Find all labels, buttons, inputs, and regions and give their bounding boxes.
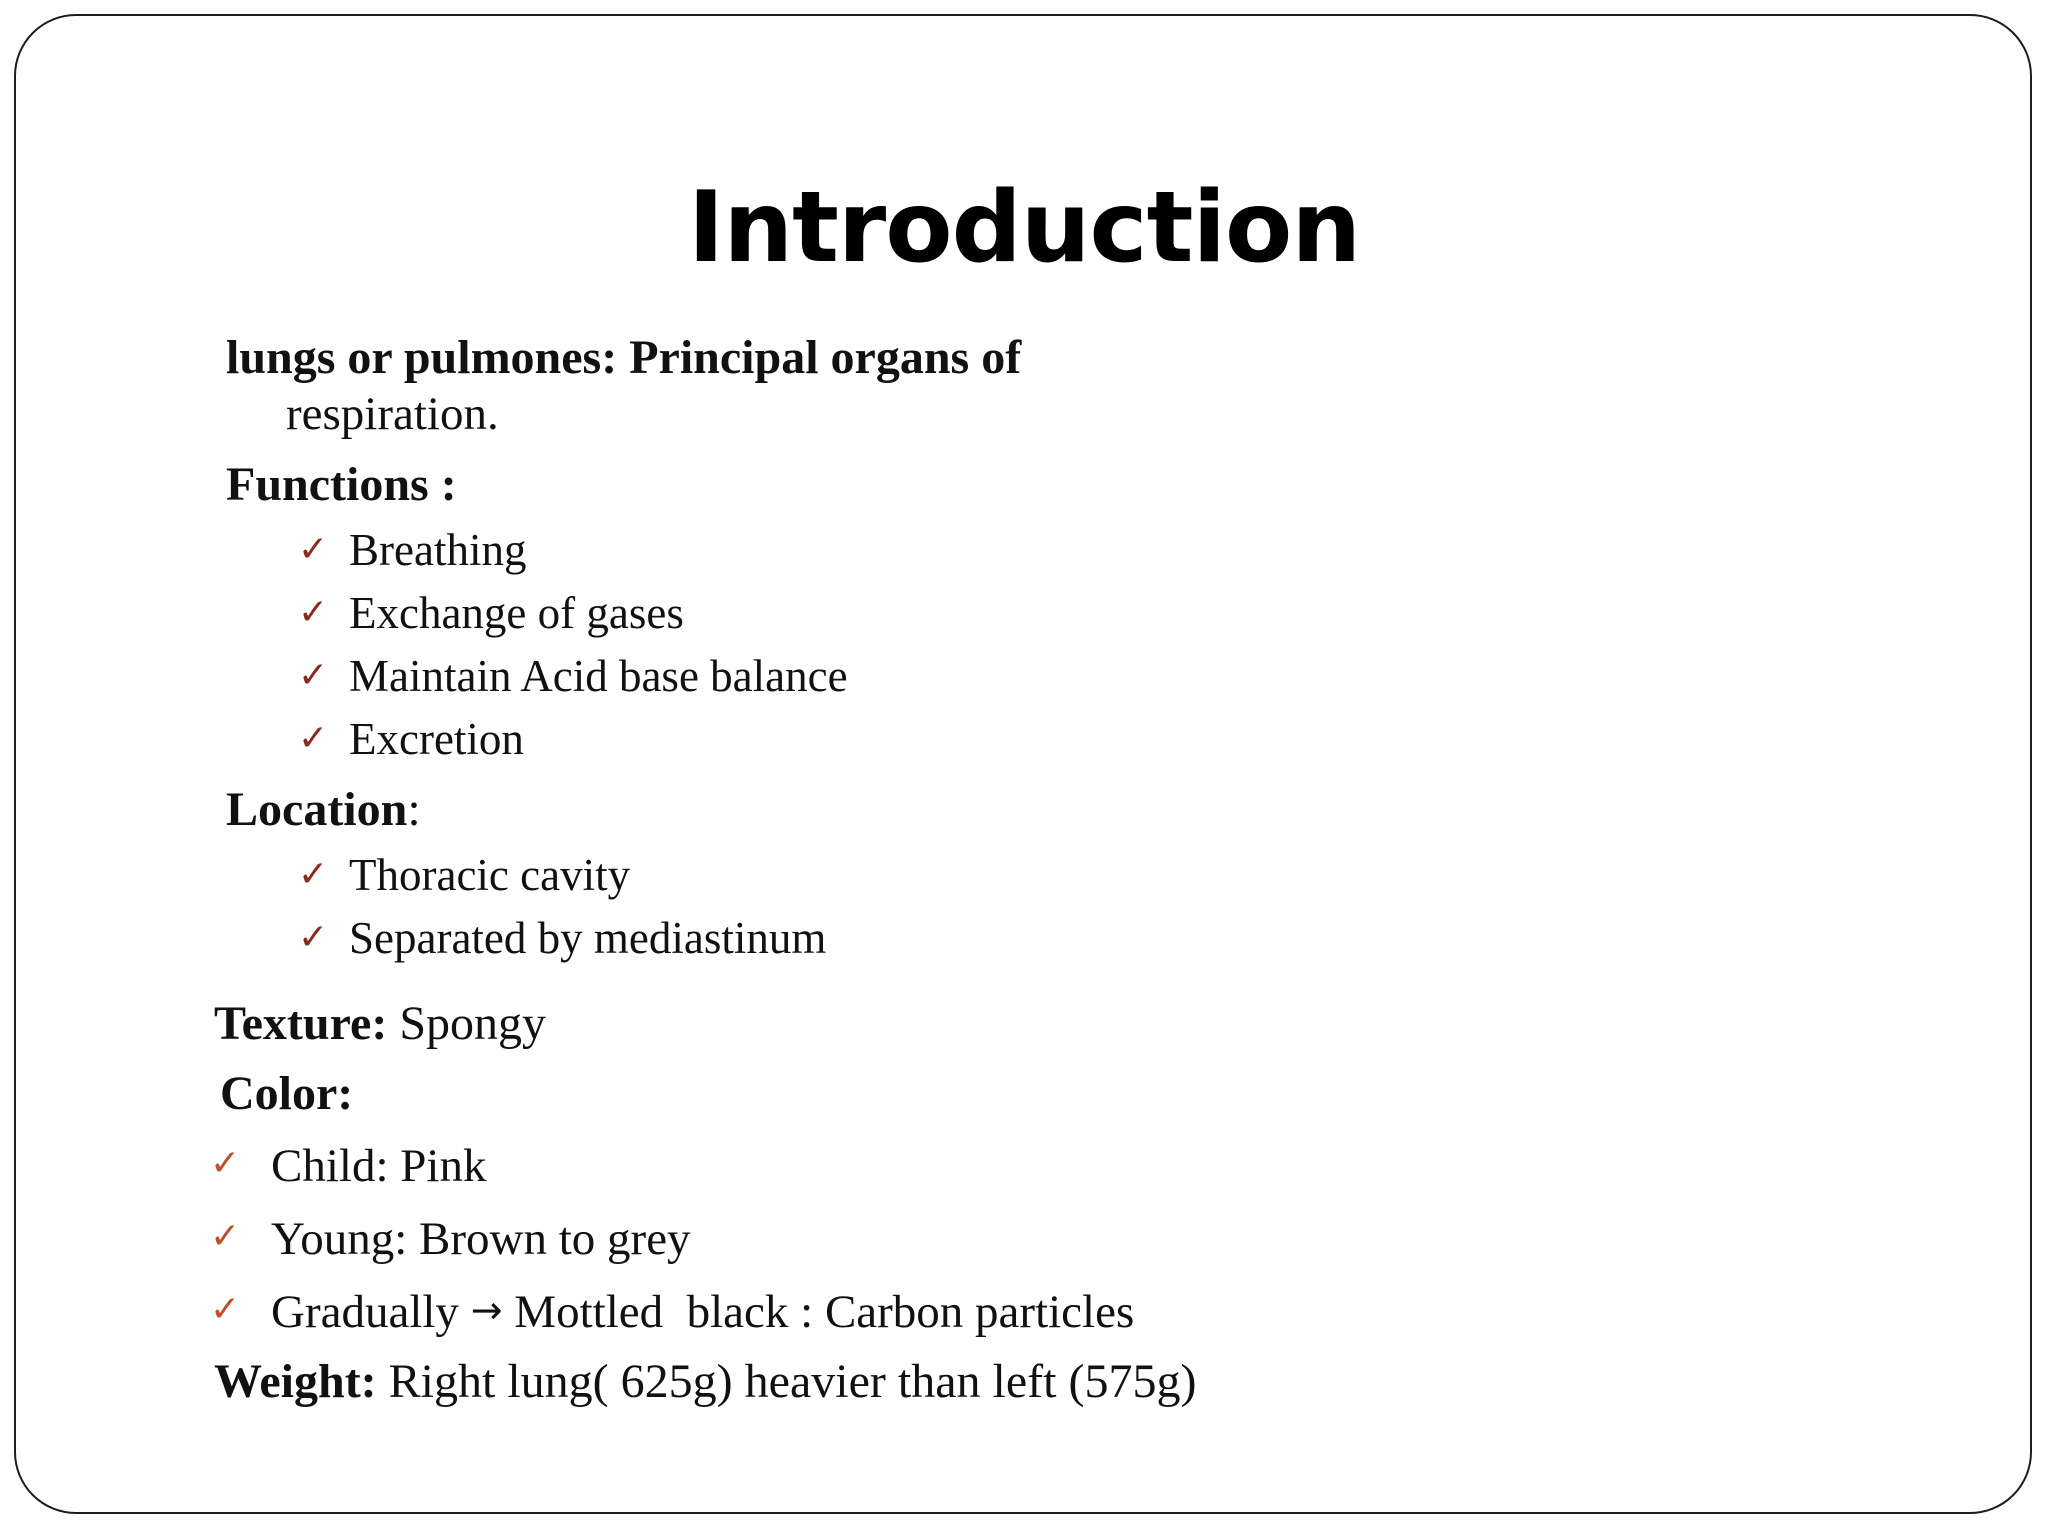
slide-title: Introduction <box>687 171 1361 285</box>
check-icon: ✓ <box>298 917 329 958</box>
location-heading: Location: <box>226 783 421 836</box>
check-icon: ✓ <box>298 529 329 570</box>
color-item: Child: Pink <box>271 1140 487 1192</box>
right-arrow-icon: → <box>470 1288 503 1332</box>
check-icon: ✓ <box>210 1289 241 1330</box>
location-item: Thoracic cavity <box>349 850 631 900</box>
color-heading: Color: <box>220 1067 354 1120</box>
texture-value: Spongy <box>399 997 547 1050</box>
weight-line <box>214 1352 1196 1412</box>
function-item: Breathing <box>349 525 527 575</box>
weight-value: Right lung( 625g) heavier than left (575g) <box>388 1355 1197 1408</box>
check-icon: ✓ <box>298 718 329 759</box>
color-item-gradual: Gradually → Mottled black : Carbon particles <box>271 1286 1135 1338</box>
check-icon: ✓ <box>298 854 329 895</box>
check-icon: ✓ <box>298 592 329 633</box>
check-icon: ✓ <box>210 1143 241 1184</box>
texture-line <box>214 994 546 1054</box>
texture-label: Texture: <box>214 997 388 1050</box>
check-icon: ✓ <box>298 655 329 696</box>
check-icon: ✓ <box>210 1216 241 1257</box>
intro-line <box>226 328 1021 388</box>
function-item: Excretion <box>349 714 524 764</box>
weight-label: Weight: <box>214 1355 377 1408</box>
function-item: Maintain Acid base balance <box>349 651 848 701</box>
function-item: Exchange of gases <box>349 588 684 638</box>
intro-term: lungs or pulmones: <box>226 331 618 384</box>
color-item: Young: Brown to grey <box>271 1213 691 1265</box>
intro-definition: Principal organs of <box>629 331 1022 384</box>
intro-definition-continued: respiration. <box>286 388 499 440</box>
functions-heading: Functions : <box>226 458 457 511</box>
location-item: Separated by mediastinum <box>349 913 827 963</box>
